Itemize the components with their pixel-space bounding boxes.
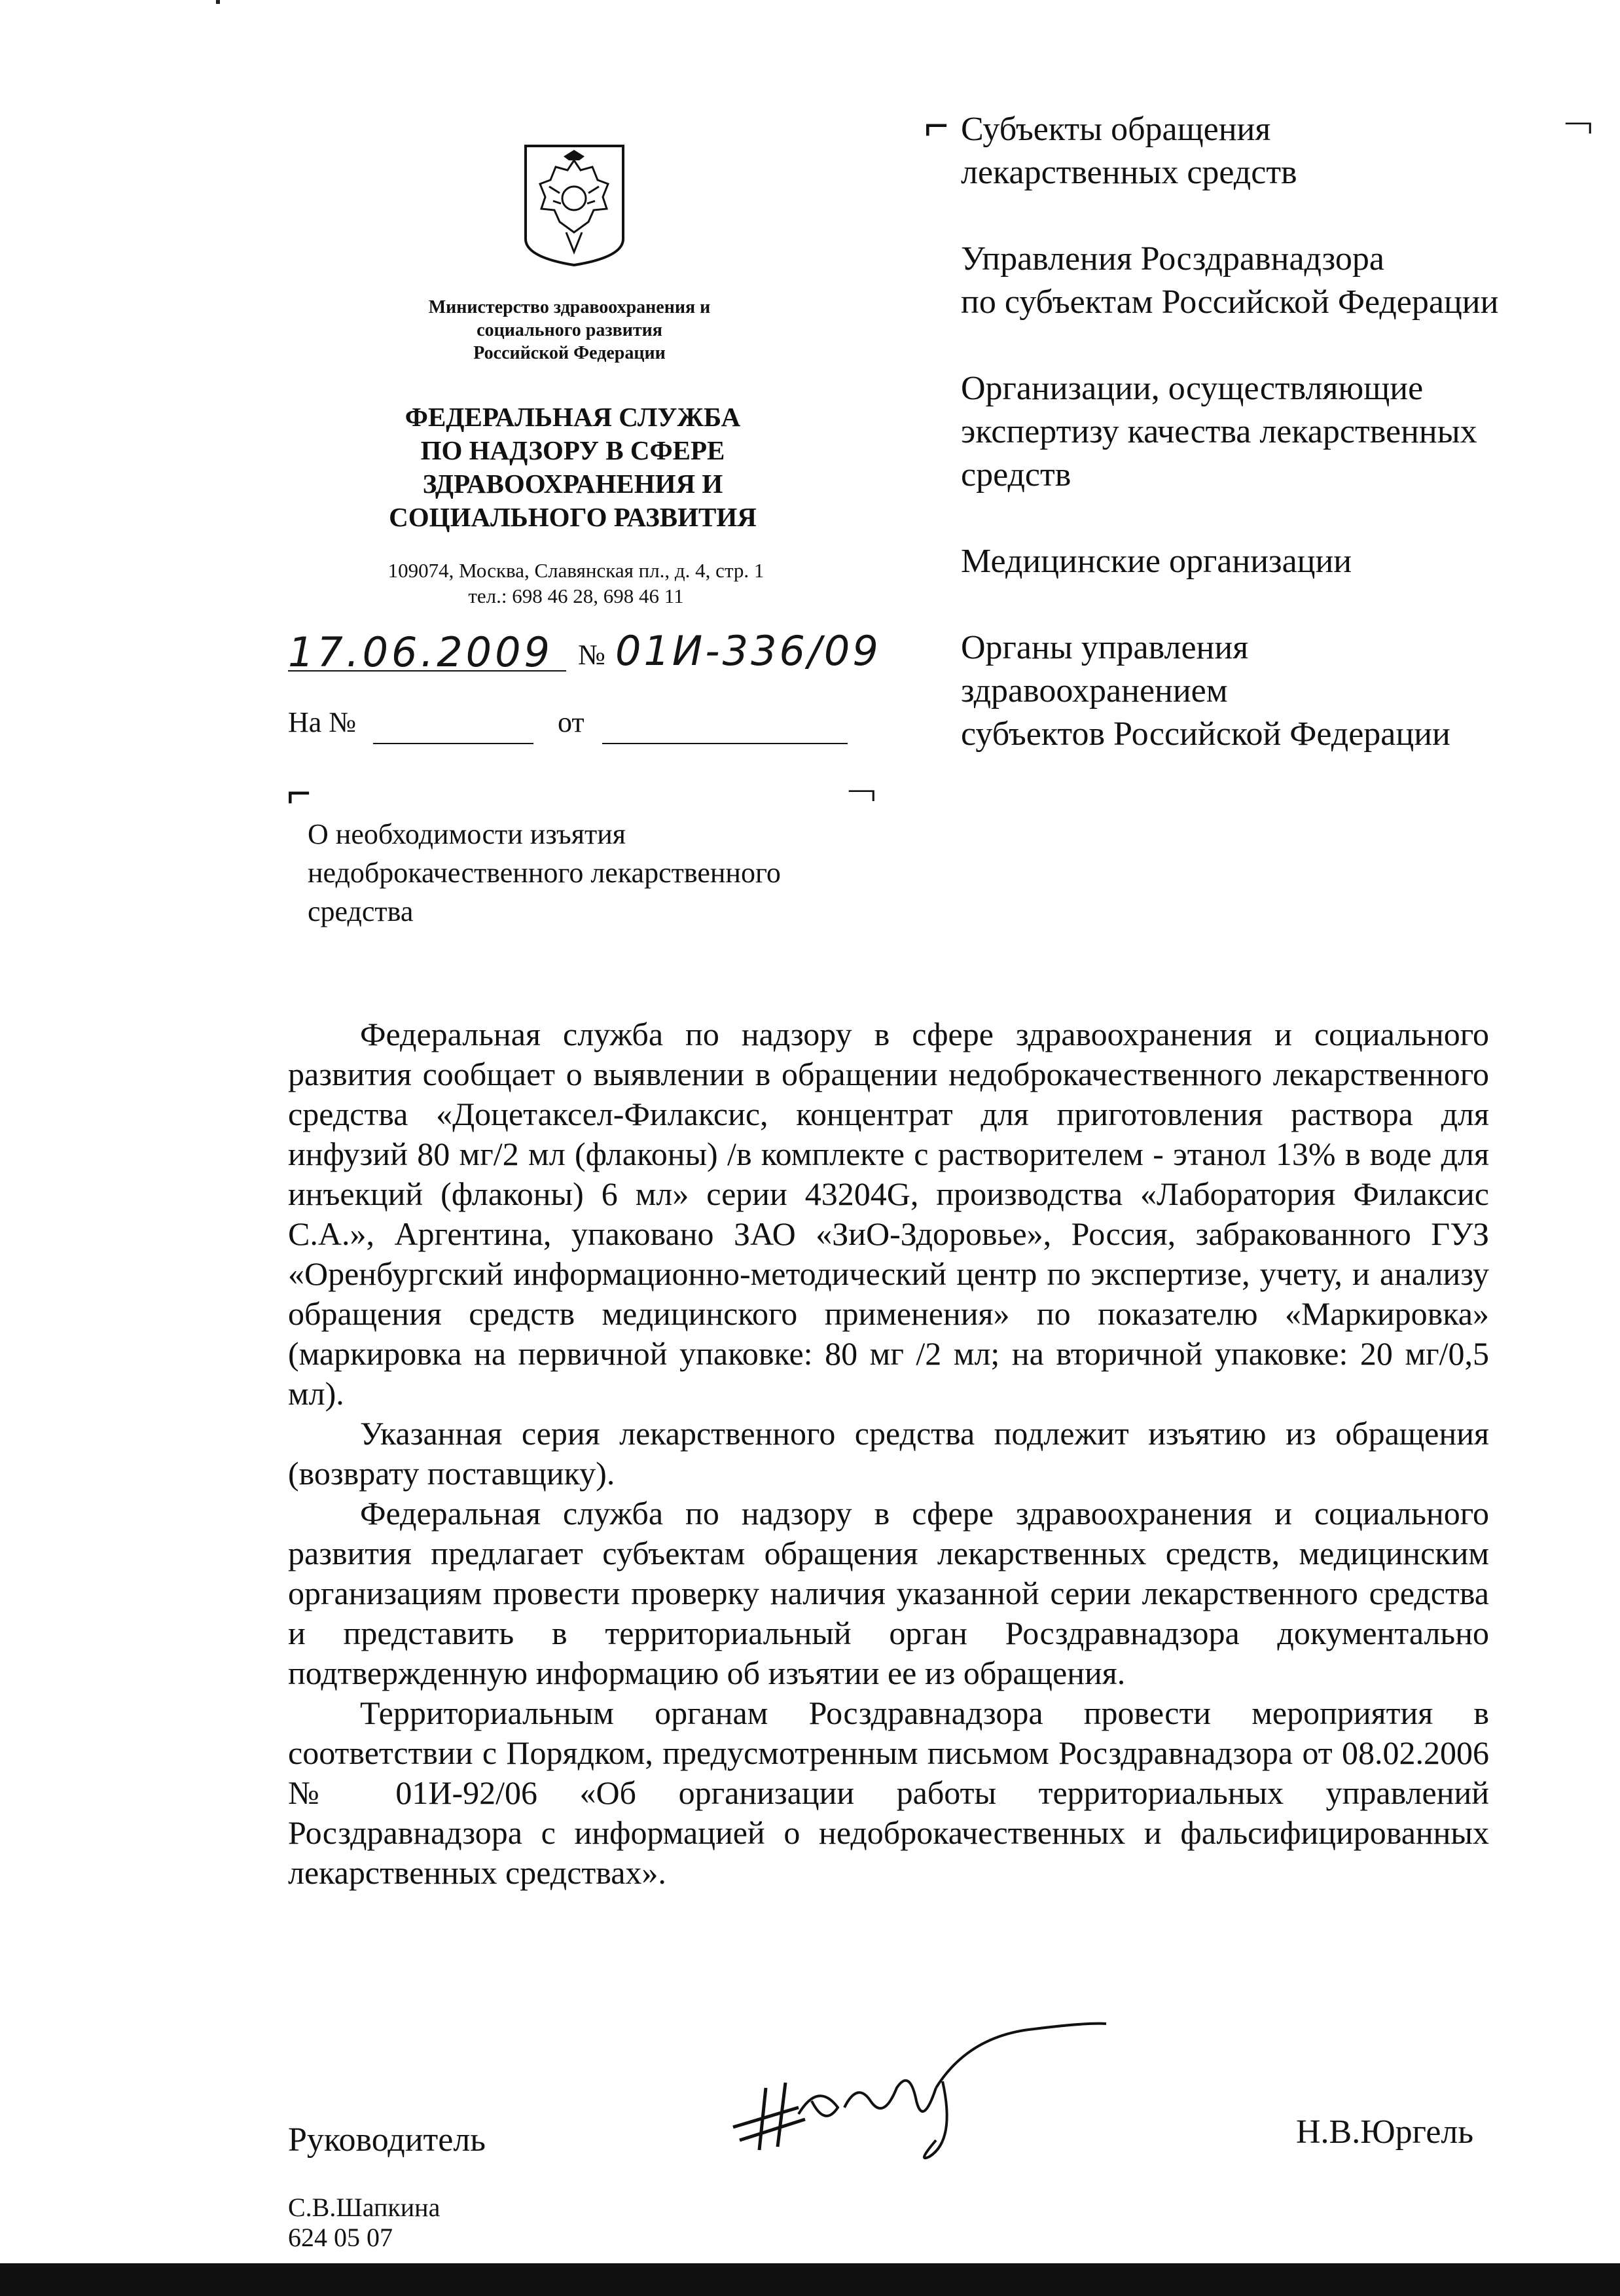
handwritten-signature <box>720 2009 1113 2160</box>
ministry-line: Российской Федерации <box>473 343 666 363</box>
reply-number-label: На № <box>288 706 357 738</box>
corner-mark-left: ⌐ <box>924 101 949 150</box>
phone-line: тел.: 698 46 28, 698 46 11 <box>468 584 684 607</box>
addressee: Медицинские организации <box>961 543 1352 580</box>
registration-date-value: 17.06.2009 <box>288 628 553 676</box>
registration-date-underline <box>288 670 566 672</box>
reply-number-blank <box>373 743 533 744</box>
agency-name <box>347 401 799 534</box>
letter-body <box>288 1014 1489 1893</box>
reply-date-blank <box>602 743 848 744</box>
addressee: Субъекты обращения лекарственных средств <box>961 111 1297 191</box>
addressee-list <box>961 108 1609 799</box>
signer-name: Н.В.Юргель <box>1296 2113 1474 2151</box>
agency-line: ФЕДЕРАЛЬНАЯ СЛУЖБА <box>405 402 741 432</box>
registration-number-label: № <box>578 639 605 671</box>
address-line: 109074, Москва, Славянская пл., д. 4, стр. 1 <box>387 559 765 582</box>
subject-line: недоброкачественного лекарственного <box>308 857 781 889</box>
ministry-line: Министерство здравоохранения и <box>428 297 711 317</box>
executor-name: С.В.Шапкина <box>288 2193 441 2222</box>
agency-line: СОЦИАЛЬНОГО РАЗВИТИЯ <box>389 502 757 532</box>
addressee: Органы управления здравоохранением субъектов Российской Федерации <box>961 629 1450 753</box>
ministry-name <box>386 296 753 365</box>
corner-mark-right: ¬ <box>844 769 880 817</box>
agency-line: ЗДРАВООХРАНЕНИЯ И <box>422 469 723 499</box>
subject-line: О необходимости изъятия <box>308 818 626 850</box>
scan-border-bottom <box>0 2263 1620 2296</box>
registration-number <box>615 627 903 673</box>
addressee: Управления Росздравнадзора по субъектам Российской Федерации <box>961 240 1499 321</box>
coat-of-arms-emblem <box>520 141 628 268</box>
agency-address <box>327 558 825 609</box>
subject-line: средства <box>308 895 414 927</box>
body-paragraph: Федеральная служба по надзору в сфере здравоохранения и социального развития предлагает субъектам обращения лекарственных средств, медицинским организациям провести проверку наличия указанной серии лекарственного средства и представить в территориальный орган Росздравнадзора документально подтвержденную информацию об изъятии ее из обращения. <box>288 1495 1489 1691</box>
body-paragraph: Федеральная служба по надзору в сфере здравоохранения и социального развития сообщает о выявлении в обращении недоброкачественного лекарственного средства «Доцетаксел-Филаксис, концентрат для приготовления раствора для инфузий 80 мг/2 мл (флаконы) /в комплекте с растворителем - этанол 13% в воде для инъекций (флаконы) 6 мл» серии 43204G, производства «Лаборатория Филаксис С.А.», Аргентина, упаковано ЗАО «ЗиО-Здоровье», Россия, забракованного ГУЗ «Оренбургский информационно-методический центр по экспертизе, учету, и анализу обращения средств медицинского применения» по показателю «Маркировка» (маркировка на первичной упаковке: 80 мг /2 мл; на вторичной упаковке: 20 мг/0,5 мл). <box>288 1016 1489 1412</box>
scan-mark <box>216 0 220 4</box>
executor-info <box>288 2193 440 2253</box>
letter-subject <box>308 815 897 931</box>
agency-line: ПО НАДЗОРУ В СФЕРЕ <box>420 435 725 465</box>
registration-number-value: 01И-336/09 <box>615 627 881 675</box>
registration-date <box>288 628 569 674</box>
ministry-line: социального развития <box>477 320 662 340</box>
signer-title: Руководитель <box>288 2121 486 2159</box>
executor-phone: 624 05 07 <box>288 2223 393 2252</box>
body-paragraph: Указанная серия лекарственного средства подлежит изъятию из обращения (возврату поставщику). <box>288 1415 1489 1492</box>
addressee: Организации, осуществляющие экспертизу качества лекарственных средств <box>961 370 1477 493</box>
corner-mark-right: ¬ <box>1561 101 1596 150</box>
body-paragraph: Территориальным органам Росздравнадзора провести мероприятия в соответствии с Порядком, предусмотренным письмом Росздравнадзора от 08.02.2006 № 01И-92/06 «Об организации работы территориальных управлений Росздравнадзора с информацией о недоброкачественных и фальсифицированных лекарственных средствах». <box>288 1695 1489 1891</box>
corner-mark-left: ⌐ <box>287 769 312 817</box>
reply-from-label: от <box>558 706 585 738</box>
